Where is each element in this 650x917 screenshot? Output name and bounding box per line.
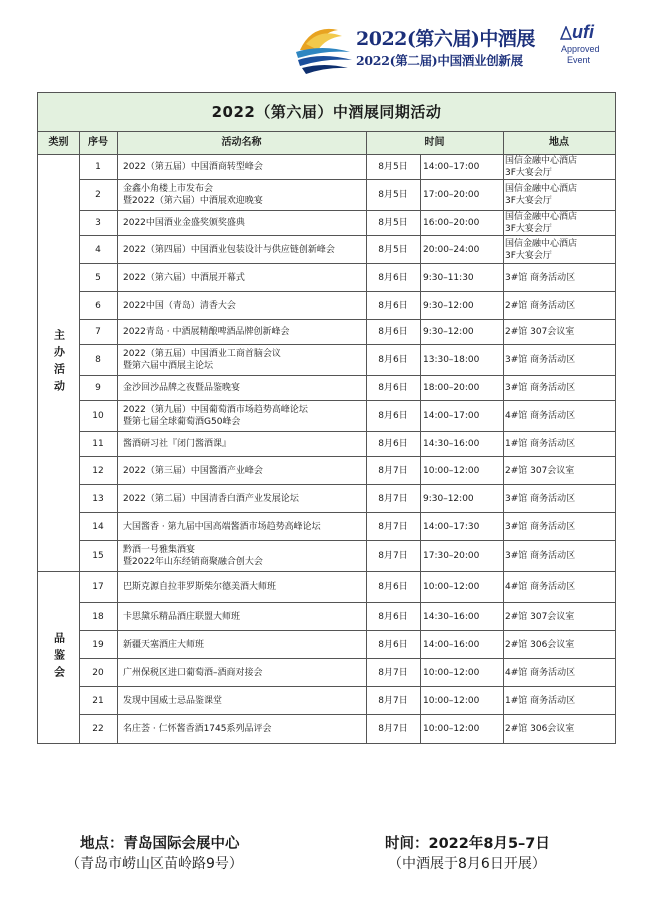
header-category: 类别 [48,137,69,148]
table-row [38,211,615,236]
row-no: 7 [95,327,101,337]
table-row [38,572,615,603]
row-no: 1 [95,162,101,172]
row-date: 8月6日 [378,439,408,449]
row-no: 9 [95,383,101,393]
row-date: 8月7日 [378,521,408,532]
row-time: 9:30–12:00 [423,300,474,311]
time-label: 时间：2022年8月5–7日 [385,836,550,852]
table-row [38,457,615,485]
venue-label: 地点：青岛国际会展中心 [80,836,240,852]
header-name: 活动名称 [221,137,262,148]
row-date: 8月6日 [378,300,408,311]
table-header-row [38,132,615,155]
table-row [38,687,615,715]
category-cell [38,572,79,743]
row-no: 17 [92,582,104,592]
header-no: 序号 [88,137,108,148]
category-cell [38,155,79,572]
row-time: 18:00–20:00 [423,383,480,393]
row-location: 2#馆 306会议室 [505,639,575,650]
table-row [38,485,615,513]
row-location: 国信金融中心酒店 3F大宴会厅 [505,156,578,178]
row-no: 21 [92,695,104,706]
row-name: 2022中国酒业金盛奖颁奖盛典 [123,218,245,228]
row-no: 10 [92,411,104,421]
row-name: 巴斯克源自拉菲罗斯柴尔德美酒大师班 [123,582,277,592]
row-location: 3#馆 商务活动区 [505,355,576,365]
row-location: 3#馆 商务活动区 [505,521,576,532]
row-time: 14:00–16:00 [423,639,480,650]
row-no: 19 [92,639,104,650]
row-date: 8月5日 [378,218,408,228]
header-location: 地点 [549,137,569,148]
table-row [38,541,615,572]
row-name: 酱酒研习社『闭门酱酒课』 [123,439,232,449]
row-no: 4 [95,244,101,255]
table-row [38,513,615,541]
row-time: 14:30–16:00 [423,611,480,622]
row-no: 5 [95,272,101,283]
ufi-triangle-icon [560,26,572,40]
row-time: 17:30–20:00 [423,551,480,561]
row-date: 8月5日 [378,244,408,255]
row-name: 发现中国威士忌品鉴课堂 [123,695,223,706]
row-no: 18 [92,611,104,622]
row-no: 22 [92,723,104,734]
table-body [38,155,615,743]
row-date: 8月6日 [378,639,408,650]
row-name: 黔酒一号雅集酒宴 暨2022年山东经销商聚融合创大会 [123,545,263,567]
table-row [38,376,615,401]
row-location: 2#馆 307会议室 [505,465,575,476]
row-name: 广州保税区进口葡萄酒–酒商对接会 [123,667,263,678]
table-row [38,155,615,180]
row-no: 6 [95,300,101,311]
row-name: 2022（第三届）中国酱酒产业峰会 [123,465,263,476]
row-no: 13 [92,493,104,504]
row-time: 10:00–12:00 [423,465,480,476]
row-time: 9:30–12:00 [423,327,474,337]
row-date: 8月7日 [378,667,408,678]
table-row [38,603,615,631]
row-no: 11 [92,439,104,449]
row-time: 9:30–12:00 [423,493,474,504]
expo-title-line1: 2022(第六届)中酒展 [356,28,535,50]
row-date: 8月5日 [378,190,408,200]
row-date: 8月6日 [378,383,408,393]
row-name: 2022（第六届）中酒展开幕式 [123,272,245,283]
row-time: 14:00–17:00 [423,162,480,172]
row-date: 8月6日 [378,411,408,421]
row-date: 8月7日 [378,493,408,504]
expo-logo [292,20,637,78]
table-row [38,432,615,457]
row-no: 3 [95,218,101,228]
row-location: 3#馆 商务活动区 [505,551,576,561]
row-location: 3#馆 商务活动区 [505,383,576,393]
row-no: 20 [92,667,104,678]
row-no: 8 [95,355,101,365]
row-location: 1#馆 商务活动区 [505,695,576,706]
row-name: 2022（第九届）中国葡萄酒市场趋势高峰论坛 暨第七届全球葡萄酒G50峰会 [123,405,308,427]
table-row [38,292,615,320]
row-location: 1#馆 商务活动区 [505,439,576,449]
category-label: 品鉴会 [52,632,66,683]
row-time: 17:00–20:00 [423,190,480,200]
row-name: 大国酱香 · 第九届中国高端酱酒市场趋势高峰论坛 [123,521,321,532]
table-row [38,631,615,659]
row-name: 2022（第二届）中国清香白酒产业发展论坛 [123,493,299,504]
row-time: 10:00–12:00 [423,723,480,734]
ufi-badge [560,20,622,78]
row-date: 8月5日 [378,162,408,172]
row-date: 8月7日 [378,695,408,706]
row-location: 2#馆 商务活动区 [505,300,576,311]
table-row [38,180,615,211]
row-time: 14:30–16:00 [423,439,480,449]
row-time: 20:00–24:00 [423,244,480,255]
row-time: 16:00–20:00 [423,218,480,228]
row-date: 8月6日 [378,327,408,337]
row-name: 2022中国（青岛）清香大会 [123,300,236,311]
ufi-approved-text: Approved Event [561,44,600,65]
row-time: 13:30–18:00 [423,355,480,365]
ufi-logo-text: ufi [572,22,594,42]
table-row [38,320,615,345]
row-location: 4#馆 商务活动区 [505,667,576,678]
expo-title-line2: 2022(第二届)中国酒业创新展 [356,53,523,68]
row-time: 14:00–17:30 [423,521,480,532]
table-row [38,659,615,687]
row-location: 2#馆 306会议室 [505,723,575,734]
row-name: 金鑫小角楼上市发布会 暨2022（第六届）中酒展欢迎晚宴 [123,184,263,206]
row-no: 2 [95,190,101,200]
row-time: 9:30–11:30 [423,272,474,283]
row-date: 8月7日 [378,465,408,476]
row-name: 新疆天塞酒庄大师班 [123,639,205,650]
row-date: 8月6日 [378,355,408,365]
row-location: 2#馆 307会议室 [505,327,575,337]
row-date: 8月6日 [378,272,408,283]
row-location: 国信金融中心酒店 3F大宴会厅 [505,212,578,234]
row-name: 金沙回沙品牌之夜暨品鉴晚宴 [123,383,241,393]
venue-address: （青岛市崂山区苗岭路9号） [66,856,243,872]
row-date: 8月7日 [378,723,408,734]
row-no: 15 [92,551,104,561]
row-no: 12 [92,465,104,476]
row-name: 名庄荟 · 仁怀酱香酒1745系列品评会 [123,723,272,734]
row-date: 8月6日 [378,611,408,622]
row-location: 国信金融中心酒店 3F大宴会厅 [505,238,578,261]
row-name: 2022青岛 · 中酒展精酿啤酒品牌创新峰会 [123,327,290,337]
row-name: 2022（第四届）中国酒业包装设计与供应链创新峰会 [123,244,335,255]
row-time: 14:00–17:00 [423,411,480,421]
row-location: 4#馆 商务活动区 [505,582,576,592]
schedule-table [37,92,616,744]
category-label: 主办活动 [52,329,66,397]
header-time: 时间 [424,137,445,148]
row-no: 14 [92,521,104,532]
table-row [38,264,615,292]
time-note: （中酒展于8月6日开展） [388,856,546,872]
row-date: 8月6日 [378,582,408,592]
table-title: 2022（第六届）中酒展同期活动 [38,93,615,132]
row-location: 国信金融中心酒店 3F大宴会厅 [505,184,578,206]
row-name: 卡思黛乐精品酒庄联盟大师班 [123,611,241,622]
row-name: 2022（第五届）中国酒商转型峰会 [123,162,263,172]
row-location: 2#馆 307会议室 [505,611,575,622]
row-location: 4#馆 商务活动区 [505,411,576,421]
row-name: 2022（第五届）中国酒业工商首脑会议 暨第六届中酒展主论坛 [123,349,281,371]
row-time: 10:00–12:00 [423,695,480,706]
table-row [38,715,615,742]
row-location: 3#馆 商务活动区 [505,272,576,283]
table-row [38,401,615,432]
row-location: 3#馆 商务活动区 [505,493,576,504]
table-row [38,345,615,376]
table-row [38,236,615,264]
row-time: 10:00–12:00 [423,582,480,592]
expo-wave-logo-icon [292,20,358,78]
row-date: 8月7日 [378,551,408,561]
row-time: 10:00–12:00 [423,667,480,678]
